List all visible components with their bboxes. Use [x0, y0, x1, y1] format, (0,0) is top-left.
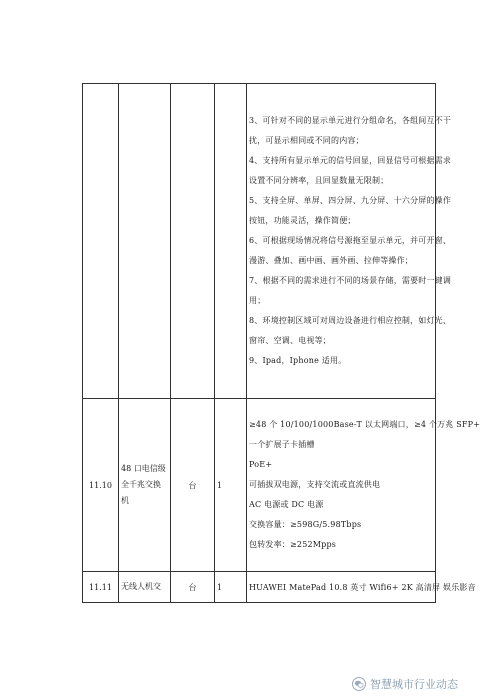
spec-line: HUAWEI MatePad 10.8 英寸 Wifi6+ 2K 高清屏 娱乐影音 — [249, 583, 476, 592]
watermark — [352, 676, 458, 692]
item-quantity-cell: 1 — [215, 399, 247, 572]
table-row — [83, 572, 436, 603]
item-name-cell — [119, 84, 171, 399]
spec-line: 4、支持所有显示单元的信号回显，回显信号可根据需求 — [249, 156, 452, 165]
watermark-text: 智慧城市行业动态 — [370, 678, 458, 691]
item-unit-cell: 台 — [171, 572, 215, 603]
item-spec-cell — [247, 572, 476, 603]
spec-line: AC 电源或 DC 电源 — [249, 500, 324, 509]
spec-line: 可插拔双电源，支持交流或直流供电 — [249, 480, 381, 489]
item-number-cell: 11.10 — [83, 399, 119, 572]
item-quantity-cell: 1 — [215, 572, 247, 603]
item-number-cell — [83, 84, 119, 399]
table-row — [83, 84, 436, 399]
spec-line: 用； — [249, 296, 266, 305]
item-name-cell: 无线人机交 — [119, 572, 171, 603]
spec-line: 一个扩展子卡插槽 — [249, 440, 315, 449]
item-unit-cell — [171, 84, 215, 399]
wechat-logo-icon — [352, 677, 366, 691]
spec-line: 交换容量：≥598G/5.98Tbps — [249, 520, 362, 529]
spec-line: 按钮，功能灵活，操作简便； — [249, 216, 356, 225]
item-number-cell: 11.11 — [83, 572, 119, 603]
spec-line: 漫游、叠加、画中画、画外画、拉伸等操作； — [249, 256, 413, 265]
item-unit-cell: 台 — [171, 399, 215, 572]
item-spec-cell — [247, 84, 452, 399]
spec-line: 8、环境控制区域可对周边设备进行相应控制，如灯光、 — [249, 316, 452, 325]
spec-line: 5、支持全屏、单屏、四分屏、九分屏、十六分屏的操作 — [249, 196, 452, 205]
spec-line: 6、可根据现场情况将信号源拖至显示单元，并可开窗、 — [249, 236, 452, 245]
spec-line: 扰，可显示相同或不同的内容； — [249, 136, 364, 145]
spec-line: 7、根据不同的需求进行不同的场景存储，需要时一键调 — [249, 276, 452, 285]
spec-line: 包转发率：≥252Mpps — [249, 540, 337, 549]
item-quantity-cell — [215, 84, 247, 399]
spec-line: 窗帘、空调、电视等； — [249, 336, 331, 345]
spec-line: 3、可针对不同的显示单元进行分组命名，各组间互不干 — [249, 116, 452, 125]
item-spec-cell — [247, 399, 481, 572]
item-name-cell: 48 口电信级全千兆交换机 — [119, 399, 171, 572]
spec-line: PoE+ — [249, 460, 273, 469]
table-row — [83, 399, 436, 572]
spec-line: ≥48 个 10/100/1000Base-T 以太网端口，≥4 个万兆 SFP+ — [249, 420, 481, 429]
spec-line: 设置不同分辨率，且回显数量无限制； — [249, 176, 389, 185]
spec-line: 9、Ipad，Iphone 适用。 — [249, 356, 347, 365]
spec-table — [82, 83, 481, 603]
